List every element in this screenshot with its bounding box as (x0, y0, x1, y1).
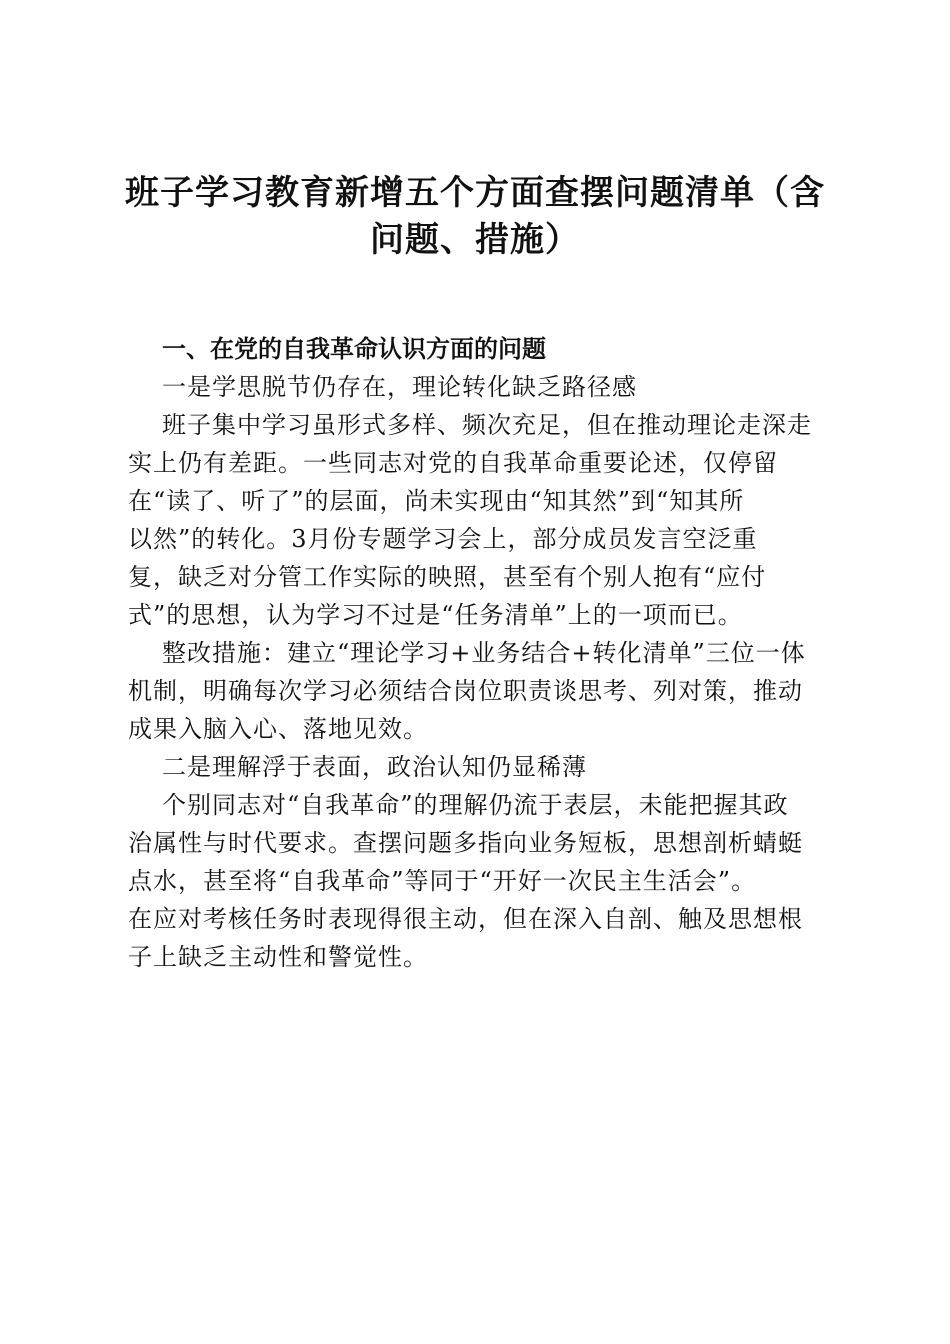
title-line-1: 班子学习教育新增五个方面查摆问题清单（含 (125, 173, 825, 213)
paragraph-line: 个别同志对“自我革命”的理解仍流于表层，未能把握其政 (162, 791, 789, 819)
item2-subheading: 二是理解浮于表面，政治认知仍显稀薄 (162, 753, 587, 781)
paragraph-line: 子上缺乏主动性和警觉性。 (128, 943, 428, 971)
paragraph-line: 治属性与时代要求。查摆问题多指向业务短板，思想剖析蜻蜓 (128, 829, 803, 857)
paragraph-line: 点水，甚至将“自我革命”等同于“开好一次民主生活会”。 (128, 867, 757, 895)
item2-problem-paragraph (128, 786, 828, 976)
item1-measure-paragraph (128, 634, 828, 748)
paragraph-line: 式”的思想，认为学习不过是“任务清单”上的一项而已。 (128, 601, 743, 629)
document-title (100, 170, 850, 264)
paragraph-line: 复，缺乏对分管工作实际的映照，甚至有个别人抱有“应付 (128, 563, 767, 591)
paragraph-line: 实上仍有差距。一些同志对党的自我革命重要论述，仅停留 (128, 449, 778, 477)
paragraph-line: 在“读了、听了”的层面，尚未实现由“知其然”到“知其所 (128, 487, 745, 515)
item1-problem-paragraph (128, 406, 828, 634)
paragraph-line: 以然”的转化。3月份专题学习会上，部分成员发言空泛重 (128, 525, 758, 553)
document-body (128, 330, 828, 976)
paragraph-line: 班子集中学习虽形式多样、频次充足，但在推动理论走深走 (162, 411, 812, 439)
item1-subheading: 一是学思脱节仍存在，理论转化缺乏路径感 (162, 373, 637, 401)
paragraph-line: 成果入脑入心、落地见效。 (128, 715, 428, 743)
title-line-2: 问题、措施） (370, 220, 580, 260)
paragraph-line: 整改措施：建立“理论学习+业务结合+转化清单”三位一体 (162, 639, 806, 667)
paragraph-line: 在应对考核任务时表现得很主动，但在深入自剖、触及思想根 (128, 905, 803, 933)
paragraph-line: 机制，明确每次学习必须结合岗位职责谈思考、列对策，推动 (128, 677, 803, 705)
section-heading: 一、在党的自我革命认识方面的问题 (162, 335, 546, 363)
